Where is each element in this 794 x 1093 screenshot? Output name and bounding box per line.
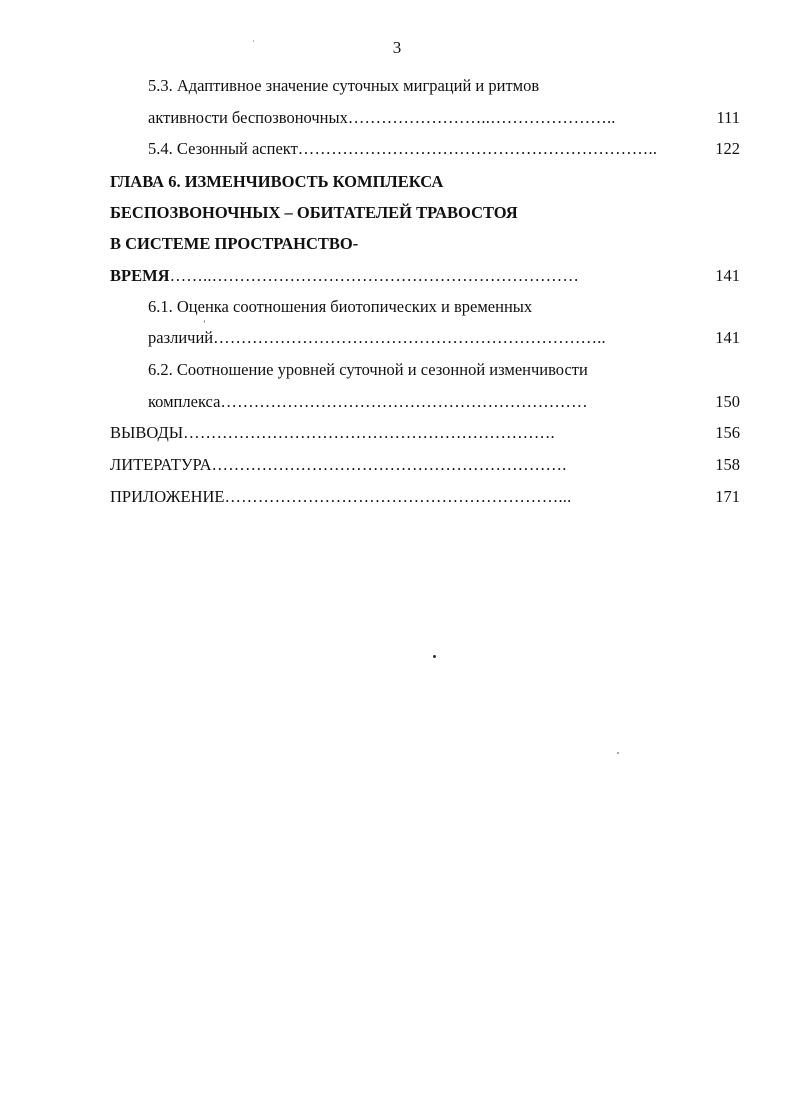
leader-dots: …………………………………………………………. — [183, 423, 555, 442]
toc-entry-6-2-line1: 6.2. Соотношение уровней суточной и сезонной изменчивости — [148, 360, 588, 379]
toc-chapter-6-line2: БЕСПОЗВОНОЧНЫХ – ОБИТАТЕЛЕЙ ТРАВОСТОЯ — [110, 203, 518, 222]
toc-entry-conclusions — [110, 423, 650, 443]
leader-dots: ………………………………………………………. — [211, 455, 567, 474]
leader-dots: …………………………………………………………….. — [213, 328, 606, 347]
toc-entry-text: комплекса — [148, 392, 221, 411]
toc-entry-6-1-line1: 6.1. Оценка соотношения биотопических и временных — [148, 297, 533, 316]
toc-page-ref: 150 — [715, 392, 740, 411]
toc-entry-appendix — [110, 487, 650, 507]
toc-chapter-6-line3: В СИСТЕМЕ ПРОСТРАНСТВО- — [110, 234, 359, 253]
scan-speck — [204, 320, 205, 323]
toc-page-ref: 111 — [716, 108, 740, 127]
toc-entry-text: ВЫВОДЫ — [110, 423, 184, 442]
leader-dots: ……………………..………………….. — [347, 108, 616, 127]
toc-entry-5-3-line2 — [148, 108, 666, 128]
page-number: 3 — [392, 38, 402, 57]
scan-speck — [253, 40, 254, 42]
toc-page-ref: 158 — [715, 455, 740, 474]
toc-entry-text: активности беспозвоночных — [148, 108, 348, 127]
toc-page-ref: 122 — [715, 139, 740, 158]
toc-page-ref: 171 — [715, 487, 740, 506]
toc-page-ref: 156 — [715, 423, 740, 442]
toc-entry-text: 5.4. Сезонный аспект — [148, 139, 298, 158]
toc-page-ref: 141 — [715, 328, 740, 347]
toc-chapter-6-line4 — [110, 266, 662, 286]
leader-dots: ……………………………………………………... — [224, 487, 572, 506]
toc-entry-text: ПРИЛОЖЕНИЕ — [110, 487, 225, 506]
scan-speck — [433, 655, 436, 658]
toc-entry-references — [110, 455, 650, 475]
toc-entry-5-3-line1: 5.3. Адаптивное значение суточных миграций и ритмов — [148, 76, 540, 95]
toc-page-ref: 141 — [715, 266, 740, 285]
leader-dots: ………………………………………………………… — [220, 392, 588, 411]
toc-entry-text: ЛИТЕРАТУРА — [110, 455, 212, 474]
toc-entry-6-1-line2 — [148, 328, 666, 348]
toc-entry-5-4 — [148, 139, 666, 159]
toc-entry-6-2-line2 — [148, 392, 662, 412]
toc-entry-text: ВРЕМЯ — [110, 266, 170, 285]
toc-chapter-6-line1: ГЛАВА 6. ИЗМЕНЧИВОСТЬ КОМПЛЕКСА — [110, 172, 444, 191]
scan-speck — [617, 752, 619, 754]
leader-dots: ……………………………………………………….. — [297, 139, 658, 158]
leader-dots: ……..………………………………………………………… — [169, 266, 580, 285]
toc-entry-text: различий — [148, 328, 214, 347]
